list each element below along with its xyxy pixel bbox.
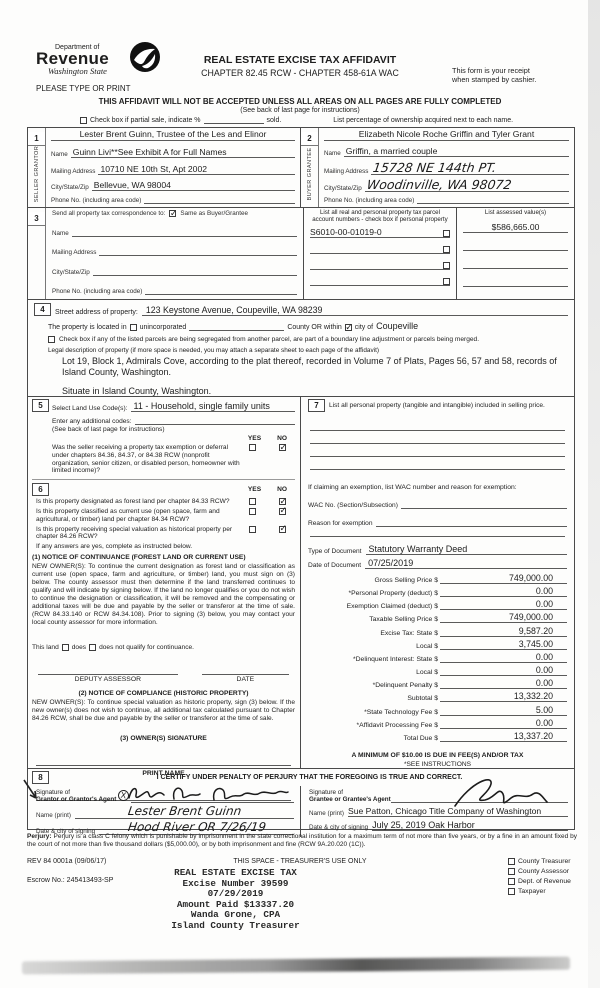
does-not-label: does not qualify for continuance. (99, 644, 195, 652)
grantor-date-city-label: Date & city of signing (36, 828, 96, 835)
owners-signature-line[interactable] (36, 756, 291, 766)
grantee-name-print-field[interactable]: Sue Patton, Chicago Title Company of Washington (348, 806, 568, 817)
s6-no-header: NO (277, 486, 287, 494)
historic-yes-checkbox[interactable] (249, 526, 256, 533)
acceptance-notice: THIS AFFIDAVIT WILL NOT BE ACCEPTED UNLESS ALL AREAS ON ALL PAGES ARE FULLY COMPLETED (98, 97, 502, 106)
additional-codes-field[interactable] (135, 416, 295, 425)
wac-label: WAC No. (Section/Subsection) (308, 502, 398, 509)
scan-artifact-band (22, 957, 570, 975)
land-use-label: Select Land Use Code(s): (52, 405, 128, 412)
buyer-mailing-field[interactable]: 15728 NE 144th PT. (371, 163, 569, 175)
buyer-name-label: Name (324, 150, 341, 158)
certification-section (28, 769, 574, 835)
buyer-phone-field[interactable] (417, 203, 569, 204)
seller-grantor-vertical-label: SELLER GRANTOR (33, 145, 40, 203)
notice-compliance-text: NEW OWNER(S): To continue special valuation as historic property, sign (3) below. If the new owner(s) does not wish to continue, all additional tax calculated pursuant to Chapter 84.26 RCW, shall be due and payable by the seller or transferor at the time of sale. (32, 699, 295, 723)
grantee-signature-line[interactable] (391, 802, 568, 803)
grantor-signature-mark: X (118, 789, 130, 801)
s3-phone-field[interactable] (145, 286, 297, 295)
logo-washington-state: Washington State (48, 66, 107, 76)
additional-codes-label: Enter any additional codes: (52, 418, 132, 425)
subtotal-value: 13,332.20 (440, 691, 567, 702)
buyer-name-line1: Elizabeth Nicole Roche Griffin and Tyler Grant (324, 129, 569, 141)
grantee-date-city-field[interactable]: July 25, 2019 Oak Harbor (372, 820, 568, 831)
situate-text: Situate in Island County, Washington. (62, 386, 212, 396)
partial-sale-sold: sold. (266, 117, 282, 124)
street-address-label: Street address of property: (55, 309, 138, 316)
notice-continuance-text: NEW OWNER(S): To continue the current designation as forest land or classification as current use (open space, farm and agriculture, or timber) land, you must sign on (3) below. The county assessor must then determine if the land transferred continues to qualify and will indicate by signing below. If the land no longer qualifies or you do not wish to continue the designation or classification, it will be removed and the compensating or additional taxes will be due and payable by the seller or transferor at the time of sale. (RCW 84.33.140 or RCW 84.34.108). Prior to signing (3) below, you may contact your local county assessor for more information. (32, 563, 295, 626)
s5-no-checkbox[interactable] (279, 444, 286, 451)
county-field[interactable] (189, 330, 284, 331)
personal-property-line-2[interactable] (310, 431, 565, 444)
buyer-grantee-vertical-label: BUYER GRANTEE (306, 147, 313, 201)
send-correspondence-label: Send all property tax correspondence to: (52, 210, 166, 217)
state-technology-fee-value: 5.00 (440, 705, 567, 716)
partial-sale-checkbox[interactable] (80, 117, 87, 124)
s3-mailing-label: Mailing Address (52, 249, 97, 256)
seller-phone-field[interactable] (144, 203, 295, 204)
reason-field[interactable] (376, 518, 567, 527)
legal-description-text: Lot 19, Block 1, Admirals Cove, according to the plat thereof, recorded in Volume 7 of Plats, Pages 56, 57 and 58, records of Island County, Washington. (62, 356, 557, 377)
buyer-phone-label: Phone No. (including area code) (324, 197, 415, 204)
assessed-value: $586,665.00 (463, 222, 568, 233)
type-of-document-field[interactable]: Statutory Warranty Deed (366, 544, 567, 555)
s3-name-label: Name (52, 229, 69, 237)
grantor-signature-of-label: Signature of (36, 789, 70, 796)
treasurer-stamp (128, 868, 343, 932)
seller-city-label: City/State/Zip (51, 184, 89, 192)
exemption-note: If claiming an exemption, list WAC number and reason for exemption: (308, 484, 517, 491)
grantee-date-city-label: Date & city of signing (309, 824, 369, 831)
s3-phone-label: Phone No. (including area code) (52, 288, 143, 295)
s3-city-label: City/State/Zip (52, 268, 90, 276)
seller-phone-label: Phone No. (including area code) (51, 197, 142, 204)
personal-property-deduct-label: *Personal Property (deduct) $ (348, 589, 438, 597)
personal-property-line-4[interactable] (310, 457, 565, 470)
dept-of-revenue-label: Dept. of Revenue (518, 877, 571, 885)
county-treasurer-checkbox[interactable] (508, 858, 515, 865)
perjury-notice (27, 833, 577, 849)
county-assessor-checkbox[interactable] (508, 868, 515, 875)
seller-mailing-label: Mailing Address (51, 167, 96, 175)
delinquent-interest-local-label: Local $ (416, 669, 438, 677)
located-in-label: The property is located in (48, 324, 127, 331)
assessed-header: List assessed value(s) (484, 209, 547, 216)
historic-no-checkbox[interactable] (279, 526, 286, 533)
receipt-note: This form is your receipt when stamped by cashier. (452, 66, 537, 84)
city-of-label: city of (354, 324, 374, 331)
reason-label: Reason for exemption (308, 520, 373, 527)
assessed-values-column (457, 208, 574, 299)
grantor-signature-block (28, 786, 301, 837)
grantor-date-city-field[interactable]: Hood River OR 7/26/19 (99, 820, 294, 835)
exemption-claimed-label: Exemption Claimed (deduct) $ (346, 603, 438, 611)
section-5-number: 5 (32, 399, 49, 412)
county-assessor-label: County Assessor (518, 867, 569, 875)
stamp-line-6: Island County Treasurer (171, 919, 300, 931)
date-of-document-label: Date of Document (308, 561, 362, 569)
taxpayer-label: Taxpayer (518, 887, 546, 895)
notice-compliance-title: (2) NOTICE OF COMPLIANCE (HISTORIC PROPERTY) (78, 690, 249, 698)
current-use-no-checkbox[interactable] (279, 508, 286, 515)
forest-yes-checkbox[interactable] (249, 498, 256, 505)
parcel-personal-checkbox-4[interactable] (443, 278, 450, 285)
form-subtitle: CHAPTER 82.45 RCW - CHAPTER 458-61A WAC (201, 68, 399, 78)
grantor-name-print-field[interactable]: Lester Brent Guinn (75, 804, 294, 819)
deputy-assessor-signature-line[interactable] (38, 667, 178, 675)
deputy-assessor-label: DEPUTY ASSESSOR (74, 676, 142, 684)
s5-yes-header: YES (247, 435, 262, 442)
same-as-buyer-checkbox[interactable] (169, 210, 176, 217)
current-use-question: Is this property classified as current use (open space, farm and agricultural, or timber) land per chapter 84.34 RCW? (36, 507, 220, 523)
county-or-within-label: County OR within (287, 324, 342, 331)
forest-land-question: Is this property designated as forest land per chapter 84.33 RCW? (36, 498, 230, 506)
tax-correspondence-section (28, 208, 574, 300)
delinquent-interest-local-value: 0.00 (440, 665, 567, 676)
dept-of-revenue-checkbox[interactable] (508, 878, 515, 885)
street-address-field[interactable]: 123 Keystone Avenue, Coupeville, WA 98239 (142, 305, 568, 316)
ownership-note: List percentage of ownership acquired next to each name. (333, 117, 514, 124)
affidavit-processing-fee-label: *Affidavit Processing Fee $ (356, 721, 438, 729)
buyer-section (301, 128, 574, 207)
grantee-name-print-label: Name (print) (309, 810, 344, 817)
seller-section (28, 128, 301, 207)
personal-property-deduct-value: 0.00 (440, 586, 567, 597)
total-due-value: 13,337.20 (440, 731, 567, 742)
logo-dept-of: Department of (55, 44, 100, 51)
form-body (27, 127, 575, 835)
taxable-selling-price-label: Taxable Selling Price $ (369, 616, 438, 624)
assessed-field-2[interactable] (463, 241, 568, 251)
see-back-note: (See back of last page for instructions) (52, 426, 165, 433)
affidavit-processing-fee-value: 0.00 (440, 718, 567, 729)
does-qualify-checkbox[interactable] (62, 644, 69, 651)
please-type-note: PLEASE TYPE OR PRINT (36, 84, 131, 93)
s5-exemption-question: Was the seller receiving a property tax exemption or deferral under chapters 84.36, 84.37, or 84.38 RCW (nonprofit organization, senior citizen, or disabled person, homeowner with limited income)? (52, 444, 240, 475)
print-name-label: PRINT NAME (142, 770, 185, 778)
grantor-name-print-label: Name (print) (36, 812, 71, 819)
s6-yes-header: YES (247, 486, 262, 494)
partial-sale-percent-field[interactable] (204, 123, 264, 124)
personal-property-line-3[interactable] (310, 444, 565, 457)
certify-statement: I CERTIFY UNDER PENALTY OF PERJURY THAT THE FOREGOING IS TRUE AND CORRECT. (156, 774, 463, 781)
buyer-mailing-label: Mailing Address (324, 167, 369, 175)
stamp-line-4: Amount Paid $13337.20 (176, 898, 295, 910)
delinquent-interest-state-label: *Delinquent Interest: State $ (352, 655, 438, 663)
segregated-note: Check box if any of the listed parcels are being segregated from another parcel, are part of a boundary line adjustment or parcels being merged. (59, 336, 480, 343)
section-1-number: 1 (28, 132, 45, 146)
city-of-value: Coupeville (376, 321, 419, 331)
forest-no-checkbox[interactable] (279, 498, 286, 505)
s5-yes-checkbox[interactable] (249, 444, 256, 451)
excise-tax-state-label: Excise Tax: State $ (380, 629, 438, 637)
buyer-name-field[interactable]: Griffin, a married couple (344, 146, 569, 157)
s3-mailing-field[interactable] (99, 247, 297, 256)
partial-sale-label: Check box if partial sale, indicate % (90, 117, 201, 124)
scan-edge-shadow (588, 0, 600, 988)
city-of-checkbox[interactable] (345, 324, 352, 331)
grantee-signature-of-label: Signature of (309, 789, 343, 796)
reason-field-2[interactable] (310, 527, 565, 537)
section-6-number: 6 (32, 483, 49, 496)
exemption-claimed-value: 0.00 (440, 599, 567, 610)
state-technology-fee-label: *State Technology Fee $ (364, 708, 438, 716)
total-due-label: Total Due $ (403, 735, 438, 742)
type-of-document-label: Type of Document (308, 547, 362, 555)
legal-description-label: Legal description of property (if more space is needed, you may attach a separate sheet to each page of the affidavit) (48, 347, 379, 354)
delinquent-penalty-label: *Delinquent Penalty $ (372, 682, 438, 690)
this-land-label: This land (32, 644, 59, 652)
wac-field[interactable] (401, 500, 567, 509)
section-2-number: 2 (301, 132, 318, 146)
escrow-number: Escrow No.: 245413493-SP (27, 877, 114, 884)
excise-tax-local-label: Local $ (416, 642, 438, 650)
section-7-number: 7 (308, 399, 325, 412)
parcel-personal-checkbox-1[interactable] (443, 230, 450, 237)
seller-city-field[interactable]: Bellevue, WA 98004 (92, 180, 295, 191)
owners-signature-label: (3) OWNER(S) SIGNATURE (120, 735, 207, 743)
copy-distribution-list (508, 856, 571, 896)
s5-no-header: NO (277, 435, 287, 442)
unincorporated-label: unincorporated (139, 324, 187, 331)
gross-selling-price-label: Gross Selling Price $ (374, 576, 438, 584)
subtotal-label: Subtotal $ (407, 695, 438, 703)
seller-name-label: Name (51, 150, 68, 158)
date-of-document-field[interactable]: 07/25/2019 (365, 558, 567, 569)
personal-property-line-1[interactable] (310, 418, 565, 431)
gross-selling-price-value: 749,000.00 (440, 573, 567, 584)
land-use-column (28, 397, 301, 778)
stamp-line-2: Excise Number 39599 (182, 877, 289, 889)
parcel-header: List all real and personal property tax parcel account numbers - check box if personal property (312, 209, 448, 223)
buyer-city-label: City/State/Zip (324, 184, 362, 192)
form-revision-number: REV 84 0001a (09/06/17) (27, 858, 107, 865)
assessed-field-4[interactable] (463, 277, 568, 287)
unincorporated-checkbox[interactable] (130, 324, 137, 331)
parcel-numbers-column (304, 208, 457, 299)
stamp-line-3: 07/29/2019 (207, 888, 264, 900)
assessor-date-label: DATE (236, 676, 255, 684)
acceptance-notice-sub: (See back of last page for instructions) (240, 107, 360, 114)
stamp-line-1: REAL ESTATE EXCISE TAX (174, 867, 297, 878)
financial-summary (308, 571, 567, 742)
excise-tax-local-value: 3,745.00 (440, 639, 567, 650)
grantor-agent-label: Grantor or Grantor's Agent (36, 796, 117, 803)
minimum-fee-note: A MINIMUM OF $10.00 IS DUE IN FEE(S) AND/OR TAX (351, 752, 524, 759)
stamp-line-5: Wanda Grone, CPA (190, 909, 281, 921)
assessor-date-line[interactable] (202, 667, 289, 675)
perjury-label: Perjury: (27, 833, 52, 840)
does-not-qualify-checkbox[interactable] (89, 644, 96, 651)
assessed-field-3[interactable] (463, 259, 568, 269)
s3-name-field[interactable] (72, 228, 297, 237)
perjury-text: Perjury is a class C felony which is punishable by imprisonment in the state correctional institution for a maximum term of not more than five years, or by a fine in an amount fixed by the court of not more than five thousand dollars ($5,000.00), or by both imprisonment and fine (RCW 9A.20.020 (1C)). (27, 833, 577, 848)
parcel-personal-checkbox-2[interactable] (443, 246, 450, 253)
seller-name-line1: Lester Brent Guinn, Trustee of the Les and Elinor (51, 129, 295, 141)
section-4-number: 4 (34, 303, 51, 316)
if-yes-note: If any answers are yes, complete as instructed below. (36, 543, 193, 551)
historic-property-question: Is this property receiving special valuation as historical property per chapter 84.26 RCW? (36, 525, 233, 541)
form-title: REAL ESTATE EXCISE TAX AFFIDAVIT (203, 54, 397, 66)
current-use-yes-checkbox[interactable] (249, 508, 256, 515)
section-3-number: 3 (28, 212, 45, 226)
taxable-selling-price-value: 749,000.00 (440, 612, 567, 623)
excise-tax-state-value: 9,587.20 (440, 626, 567, 637)
notice-continuance-title: (1) NOTICE OF CONTINUANCE (FOREST LAND OR CURRENT USE) (32, 554, 246, 562)
delinquent-interest-state-value: 0.00 (440, 652, 567, 663)
treasurer-use-only-label: THIS SPACE - TREASURER'S USE ONLY (233, 858, 367, 865)
land-use-code-field[interactable]: 11 - Household, single family units (131, 401, 296, 412)
grantor-signature-line[interactable] (131, 802, 294, 803)
parcel-number: S6010-00-01019-0 (310, 227, 382, 237)
county-treasurer-label: County Treasurer (518, 857, 571, 865)
property-address-section (28, 300, 574, 397)
personal-property-column (301, 397, 574, 768)
delinquent-penalty-value: 0.00 (440, 678, 567, 689)
seller-name-field[interactable]: Guinn Livi**See Exhibit A for Full Names (71, 147, 295, 158)
personal-property-header: List all personal property (tangible and intangible) included in selling price. (329, 402, 545, 409)
parcel-personal-checkbox-3[interactable] (443, 262, 450, 269)
s3-city-field[interactable] (93, 267, 297, 276)
see-instructions-note: *SEE INSTRUCTIONS (403, 761, 472, 768)
logo-revenue: Revenue (36, 49, 109, 68)
seller-mailing-field[interactable]: 10710 NE 10th St, Apt 2002 (98, 164, 295, 175)
grantee-agent-label: Grantee or Grantee's Agent (309, 796, 391, 803)
grantee-signature-block (301, 786, 574, 837)
section-8-number: 8 (32, 771, 49, 784)
does-label: does (71, 644, 87, 652)
buyer-city-field[interactable]: Woodinville, WA 98072 (365, 180, 569, 192)
segregated-checkbox[interactable] (48, 336, 55, 343)
same-as-buyer-label: Same as Buyer/Grantee (180, 210, 248, 217)
taxpayer-checkbox[interactable] (508, 888, 515, 895)
